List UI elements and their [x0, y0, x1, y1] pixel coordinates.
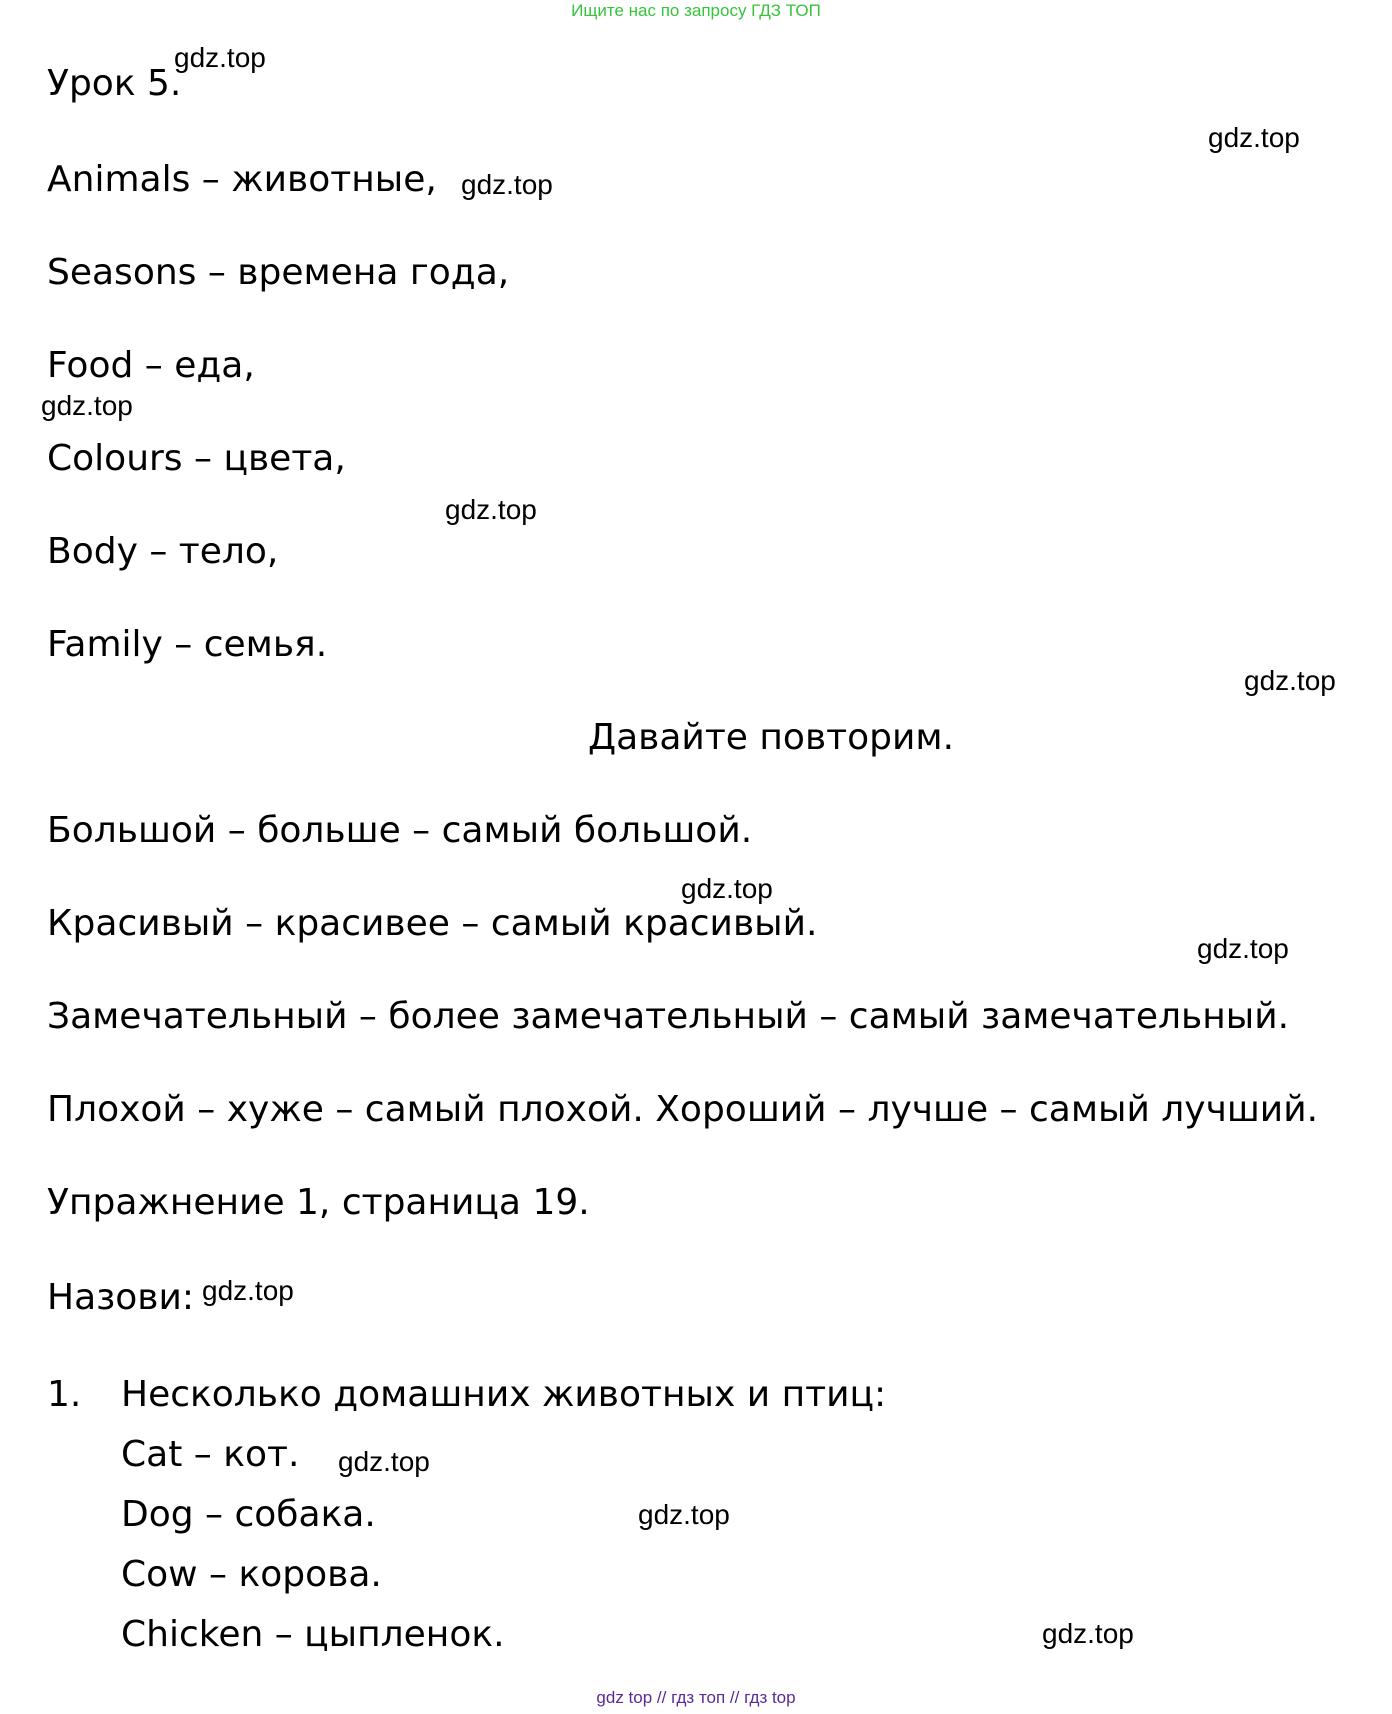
comparison-big: Большой – больше – самый большой.: [47, 810, 753, 851]
topic-animals: Animals – животные,: [47, 159, 437, 200]
comparison-beautiful: Красивый – красивее – самый красивый.: [47, 903, 818, 944]
watermark: gdz.top: [338, 1446, 430, 1477]
comparison-wonderful: Замечательный – более замечательный – самый замечательный.: [47, 996, 1290, 1037]
watermark: gdz.top: [174, 42, 266, 73]
lesson-title: Урок 5.: [47, 63, 182, 104]
watermark: gdz.top: [1042, 1618, 1134, 1649]
list-item-chicken: Chicken – цыпленок.: [121, 1614, 505, 1655]
search-hint-link[interactable]: Ищите нас по запросу ГДЗ ТОП: [571, 1, 821, 20]
watermark: gdz.top: [461, 169, 553, 200]
watermark: gdz.top: [1208, 122, 1300, 153]
list-item-cow: Cow – корова.: [121, 1554, 382, 1595]
footer-links[interactable]: gdz top // гдз топ // гдз top: [596, 1688, 796, 1707]
topic-body: Body – тело,: [47, 531, 279, 572]
exercise-label: Упражнение 1, страница 19.: [47, 1182, 590, 1223]
task-label: Назови:: [47, 1277, 195, 1318]
watermark: gdz.top: [202, 1275, 294, 1306]
list-number: 1.: [47, 1374, 82, 1415]
topic-food: Food – еда,: [47, 345, 255, 386]
list-heading: Несколько домашних животных и птиц:: [121, 1374, 887, 1415]
list-item-dog: Dog – собака.: [121, 1494, 376, 1535]
watermark: gdz.top: [41, 390, 133, 421]
watermark: gdz.top: [1244, 665, 1336, 696]
review-heading: Давайте повторим.: [587, 717, 955, 758]
topic-colours: Colours – цвета,: [47, 438, 346, 479]
list-item-cat: Cat – кот.: [121, 1434, 300, 1475]
topic-seasons: Seasons – времена года,: [47, 252, 510, 293]
watermark: gdz.top: [1197, 933, 1289, 964]
watermark: gdz.top: [638, 1499, 730, 1530]
watermark: gdz.top: [445, 494, 537, 525]
topic-family: Family – семья.: [47, 624, 328, 665]
comparison-bad-good: Плохой – хуже – самый плохой. Хороший – лучше – самый лучший.: [47, 1089, 1319, 1130]
watermark: gdz.top: [681, 873, 773, 904]
